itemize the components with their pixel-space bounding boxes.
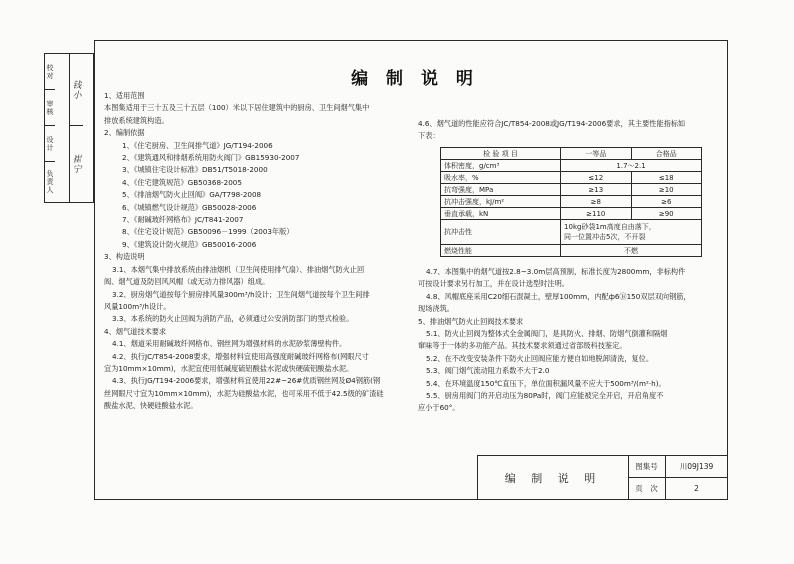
table-cell: 抗弯强度，MPa [441,184,561,196]
right-column-text [418,266,720,415]
table-header: 一等品 [561,148,631,160]
text-line: 现场浇筑。 [418,304,454,314]
text-line: 阀、烟气道及防回风风帽（或无动力排风器）组成。 [104,277,270,287]
text-line: 4.2、执行JC/T854-2008要求，增强材料宜使用高强度耐碱玻纤网格布(网眼尺寸 [112,351,369,361]
sidebar-labels [45,54,70,202]
text-line: 4、烟气道技术要求 [104,326,167,336]
title-block [477,455,728,500]
text-line: 5.3、阀门烟气流动阻力系数不大于2.0 [426,366,550,376]
text-line: 宜为10mm×10mm)，水泥宜使用低碱度硫铝酸盐水泥或快硬硫铝酸盐水泥。 [104,363,354,373]
text-line: 5.2、在不改变安装条件下防火止回阀应能方便自如地脱卸清洗，复位。 [426,353,654,363]
text-line: 3.3、本系统的防火止回阀为消防产品，必须通过公安消防部门的型式检验。 [112,314,354,324]
table-cell: ≥13 [561,184,631,196]
text-line: 2、编制依据 [104,128,145,138]
text-line: 7、《耐碱玻纤网格布》JC/T841-2007 [122,215,244,225]
table-cell-merged [561,220,702,245]
page-label: 页 次 [628,478,666,499]
table-row [441,160,702,172]
text-line: 风量100m³/h设计。 [104,301,171,311]
text-line: 1、适用范围 [104,91,145,100]
sidebar-label: 设计 [45,126,55,162]
text-line: 4.6、烟气道的性能应符合JC/T854-2008或JG/T194-2006要求，其主要性能指标如 [418,119,686,128]
text-line: 3.1、本烟气集中排放系统由排油烟机（卫生间使用排气扇）、排油烟气防火止回 [112,264,365,274]
table-cell: ≤18 [631,172,701,184]
sidebar-label: 校对 [45,54,55,90]
text-line: 4、《住宅建筑规范》GB50368-2005 [122,177,242,187]
left-column-text [104,90,409,413]
sidebar-label: 负责人 [46,170,54,194]
table-cell: 燃烧性能 [441,245,561,257]
text-line: 3、《城镇住宅设计标准》DB51/T5018-2000 [122,165,268,175]
table-cell: 体积密度，g/cm³ [441,160,561,172]
table-cell-line: 10kg砂袋1m高度自由落下， [564,223,656,231]
text-line: 2、《建筑通风和排烟系统用防火阀门》GB15930-2007 [122,153,300,163]
text-line: 下表： [418,131,440,141]
performance-table [440,147,702,257]
page-title: 编 制 说 明 [351,69,479,89]
table-header: 检 验 项 目 [441,148,561,160]
text-line: 本图集适用于三十五及三十五层（100）米以下居住建筑中的厨房、卫生间烟气集中 [104,103,370,113]
text-line: 4.3、执行JG/T194-2006要求，增强材料宜使用22#~26#优质钢丝网及Ø4钢筋(钢 [112,376,381,386]
text-line: 酸盐水泥、快硬硅酸盐水泥。 [104,401,198,411]
signature: 崔宁 [70,154,81,174]
text-line: 3.2、厨房烟气道按每个厨房排风量300m³/h设计；卫生间烟气道按每个卫生间排 [112,289,370,299]
table-header: 合格品 [631,148,701,160]
text-line: 应小于60°。 [418,403,460,413]
approval-sidebar [44,53,94,203]
table-cell: 1.7～2.1 [561,160,702,172]
text-line: 9、《建筑设计防火规范》GB50016-2006 [122,239,257,249]
table-cell: 垂直承载，kN [441,208,561,220]
table-row [441,172,702,184]
text-line: 可按设计要求另行加工，并在设计选型时注明。 [418,279,569,289]
text-line: 丝网眼尺寸宜为10mm×10mm)，水泥为硅酸盐水泥，也可采用不低于42.5级的矿渣硅 [104,388,384,398]
signature: 钱小 [70,54,83,126]
text-line: 3、构造说明 [104,252,145,262]
title-block-name: 编 制 说 明 [478,456,629,499]
text-line: 5.4、在环境温度150℃直压下，单位面积漏风量不应大于500m³/(m²·h)。 [426,378,666,388]
sidebar-signatures [70,54,94,202]
atlas-number: 川09J139 [666,456,727,478]
table-row [441,196,702,208]
text-line: 1、《住宅厨房、卫生间排气道》JG/T194-2006 [122,140,273,150]
text-line: 5.5、厨房用阀门的开启动压为80Pa时，阀门应能被完全开启，开启角度不 [426,391,664,401]
text-line: 5、《排油烟气防火止回阀》GA/T798-2008 [122,190,262,200]
table-cell: ≥10 [631,184,701,196]
table-cell: 吸水率，% [441,172,561,184]
text-line: 4.1、烟道采用耐碱玻纤网格布、钢丝网为增强材料的水泥砂浆薄壁构件。 [112,339,347,349]
text-line: 窜味等于一体的多功能产品。其技术要求须通过省部级科技鉴定。 [418,341,627,351]
table-cell: ≥6 [631,196,701,208]
table-cell-line: 同一位置冲击5次，不开裂 [564,233,646,241]
text-line: 5、排油烟气防火止回阀技术要求 [418,316,524,326]
sidebar-label: 审核 [45,90,55,126]
table-row [441,220,702,245]
table-row [441,245,702,257]
text-line: 4.7、本图集中的烟气道按2.8~3.0m层高预制，标准长度为2800mm，非标构件 [426,267,686,276]
table-cell: 抗冲击性 [441,220,561,245]
table-cell: ≤12 [561,172,631,184]
table-cell: 不燃 [561,245,702,257]
right-column-top [418,118,720,143]
text-line: 8、《住宅设计规范》GB50096－1999（2003年版） [122,227,294,237]
table-header-row [441,148,702,160]
table-cell: ≥8 [561,196,631,208]
text-line: 4.8、风帽底座采用C20细石混凝土，壁厚100mm，内配ф6Ⓑ150双层双向钢筋， [426,291,691,301]
text-line: 6、《城镇燃气设计规范》GB50028-2006 [122,202,257,212]
table-row [441,184,702,196]
table-cell: 抗冲击强度，kJ/m² [441,196,561,208]
atlas-label: 图集号 [628,456,666,478]
text-line: 排放系统建筑构造。 [104,115,169,125]
text-line: 5.1、防火止回阀为整体式全金属阀门，是具防火、排烟、防烟气倒灌和隔烟 [426,329,668,339]
table-row [441,208,702,220]
table-cell: ≥110 [561,208,631,220]
table-cell: ≥90 [631,208,701,220]
page-number: 2 [694,484,699,493]
